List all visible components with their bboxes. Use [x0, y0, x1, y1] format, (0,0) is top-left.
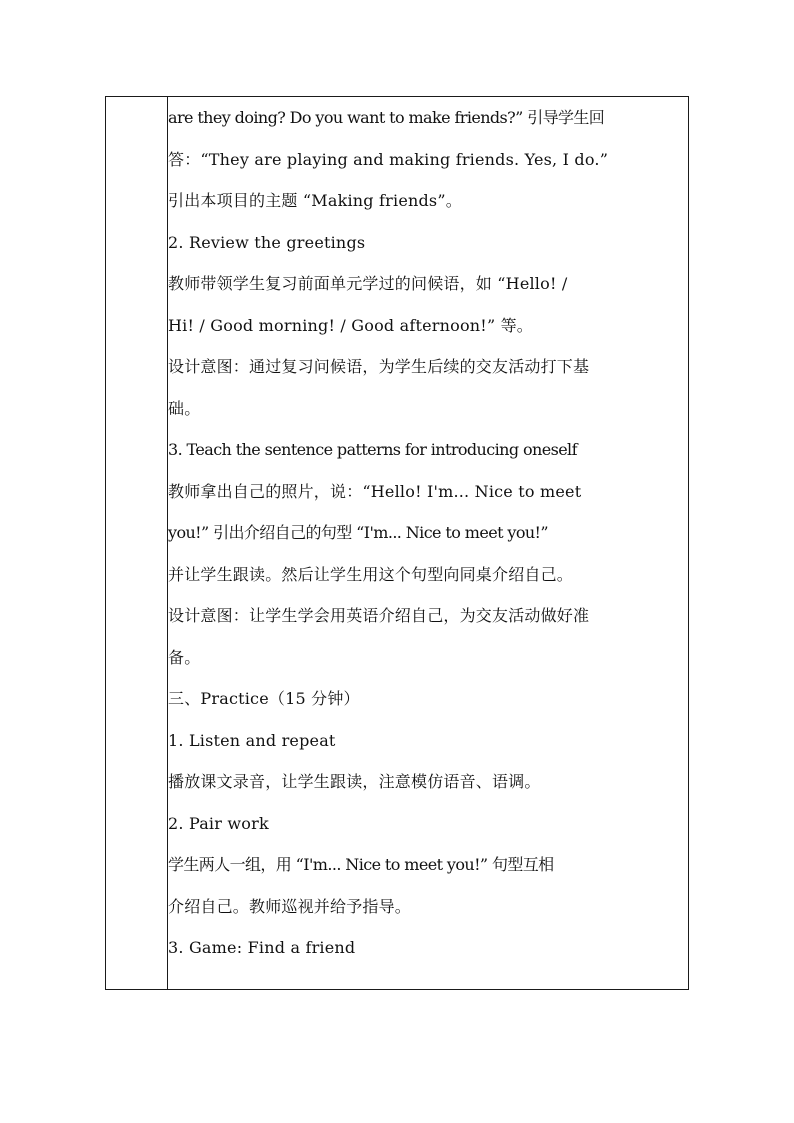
section-heading: 1. Listen and repeat	[168, 730, 336, 750]
section-heading: 2. Review the greetings	[168, 232, 366, 252]
table-row	[106, 97, 689, 990]
text-line: 教师拿出自己的照片，说：“Hello! I'm... Nice to meet	[168, 481, 582, 501]
design-intent-line: 设计意图：通过复习问候语，为学生后续的交友活动打下基	[168, 357, 590, 376]
text-line: 介绍自己。教师巡视并给予指导。	[168, 896, 412, 916]
section-heading: 2. Pair work	[168, 813, 269, 833]
text-line: 答：“They are playing and making friends. Yes, I do.”	[168, 149, 609, 169]
text-line: 引出本项目的主题 “Making friends”。	[168, 191, 462, 210]
text-line: 学生两人一组，用 “I'm... Nice to meet you!” 句型互相	[168, 855, 554, 874]
text-line: 教师带领学生复习前面单元学过的问候语，如 “Hello! /	[168, 274, 568, 293]
design-intent-line: 设计意图：让学生学会用英语介绍自己，为交友活动做好准	[168, 606, 590, 625]
section-heading: 3. Game: Find a friend	[168, 938, 356, 957]
lesson-plan-table	[105, 96, 689, 990]
text-line: 播放课文录音，让学生跟读，注意模仿语音、语调。	[168, 772, 541, 791]
design-intent-line: 备。	[168, 647, 201, 667]
text-line: Hi! / Good morning! / Good afternoon!” 等。	[168, 315, 534, 335]
design-intent-line: 础。	[168, 398, 201, 418]
text-line: are they doing? Do you want to make friends?” 引导学生回	[168, 108, 605, 127]
left-column-cell	[106, 97, 168, 990]
text-line: 并让学生跟读。然后让学生用这个句型向同桌介绍自己。	[168, 564, 574, 584]
content-cell	[168, 97, 689, 990]
section-heading: 3. Teach the sentence patterns for introducing oneself	[168, 440, 577, 459]
text-line: you!” 引出介绍自己的句型 “I'm... Nice to meet you!”	[168, 523, 548, 542]
part-heading: 三、Practice（15 分钟）	[168, 689, 360, 708]
